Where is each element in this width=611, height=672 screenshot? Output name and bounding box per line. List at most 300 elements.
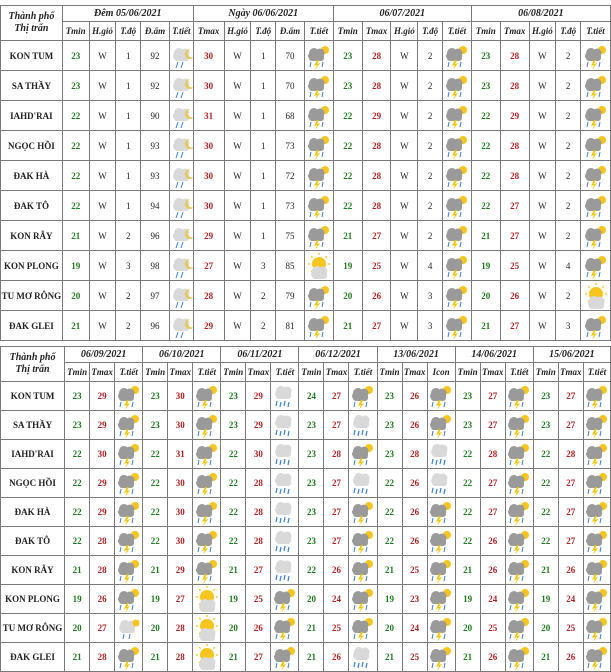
table-row: [1, 382, 611, 411]
weather-storm-icon: [194, 412, 220, 438]
weather-cell: [304, 71, 333, 101]
column-header: T.tiết: [583, 363, 610, 382]
weather-cell: [427, 556, 455, 585]
weather-storm-icon: [116, 412, 142, 438]
tmax-cell: 25: [402, 556, 427, 585]
am-cell: 75: [276, 221, 305, 251]
table-row: [1, 161, 611, 191]
am-cell: 85: [276, 251, 305, 281]
h-gio-cell: W: [529, 311, 556, 341]
tmin-cell: 22: [143, 440, 168, 469]
weather-cell: [115, 498, 143, 527]
weather-storm-icon: [583, 43, 609, 69]
h-gio-cell: W: [391, 101, 418, 131]
t-o-cell: 4: [418, 251, 443, 281]
weather-storm-icon: [444, 193, 470, 219]
weather-rain-icon: [350, 412, 376, 438]
h-gio-cell: W: [89, 221, 116, 251]
city-name: NGỌC HỒI: [1, 131, 63, 161]
weather-storm-icon: [506, 586, 532, 612]
weather-cell: [271, 643, 299, 672]
tmin-cell: 21: [333, 311, 362, 341]
weather-storm-icon: [272, 644, 298, 670]
am-cell: 96: [141, 311, 170, 341]
weather-storm-icon: [506, 499, 532, 525]
weather-cloudrain-icon: [116, 615, 142, 641]
weather-storm-icon: [444, 43, 470, 69]
tmax-cell: 27: [500, 221, 529, 251]
am-cell: 72: [276, 161, 305, 191]
city-name: KON PLONG: [1, 251, 63, 281]
tmax-cell: 26: [402, 411, 427, 440]
weather-storm-icon: [350, 586, 376, 612]
tmin-cell: 20: [143, 614, 168, 643]
weather-cell: [115, 527, 143, 556]
tmax-cell: 25: [402, 643, 427, 672]
tmax-cell: 30: [193, 131, 224, 161]
column-header: Tmin: [455, 363, 480, 382]
tmax-cell: 28: [500, 41, 529, 71]
weather-cell: [505, 527, 533, 556]
column-header: Tmax: [402, 363, 427, 382]
weather-night-icon: [170, 283, 193, 309]
tmin-cell: 22: [65, 527, 90, 556]
tmax-cell: 28: [500, 131, 529, 161]
weather-storm-icon: [306, 133, 332, 159]
tmax-cell: 29: [246, 382, 271, 411]
weather-cell: [505, 440, 533, 469]
forecast-table-2: [0, 346, 611, 672]
tmin-cell: 22: [62, 101, 89, 131]
weather-cell: [505, 643, 533, 672]
weather-storm-icon: [306, 43, 332, 69]
forecast-table-1-wrapper: [0, 5, 611, 341]
city-name: KON TUM: [1, 41, 63, 71]
tmin-cell: 22: [62, 191, 89, 221]
tmax-cell: 28: [90, 556, 115, 585]
am-cell: 92: [141, 41, 170, 71]
weather-night-icon: [170, 163, 193, 189]
t-o-cell: 2: [556, 221, 581, 251]
tmin-cell: 21: [455, 556, 480, 585]
column-header: Tmax: [193, 22, 224, 41]
table-row: [1, 191, 611, 221]
h-gio-cell: W: [529, 41, 556, 71]
weather-cell: [349, 469, 377, 498]
tmin-cell: 21: [62, 311, 89, 341]
tmax-cell: 27: [480, 469, 505, 498]
weather-storm-icon: [428, 412, 454, 438]
weather-night-icon: [170, 223, 193, 249]
t-o-cell: 1: [116, 41, 141, 71]
tmin-cell: 23: [299, 411, 324, 440]
tmax-cell: 27: [480, 498, 505, 527]
weather-cell: [193, 556, 221, 585]
tmin-cell: 23: [221, 411, 246, 440]
tmax-cell: 26: [402, 382, 427, 411]
weather-storm-icon: [306, 313, 332, 339]
weather-storm-icon: [583, 103, 609, 129]
day-header: 14/06/2021: [455, 347, 533, 363]
city-name: KON RẪY: [1, 556, 65, 585]
weather-cell: [505, 382, 533, 411]
h-gio-cell: W: [391, 311, 418, 341]
weather-cell: [583, 440, 610, 469]
weather-night-icon: [170, 103, 193, 129]
tmax-cell: 27: [90, 614, 115, 643]
weather-cell: [115, 643, 143, 672]
t-o-cell: 2: [251, 281, 276, 311]
table-row: [1, 498, 611, 527]
h-gio-cell: W: [529, 221, 556, 251]
h-gio-cell: W: [89, 41, 116, 71]
forecast-table-1: [0, 5, 611, 341]
tmin-cell: 23: [333, 71, 362, 101]
tmin-cell: 22: [455, 469, 480, 498]
weather-cell: [115, 585, 143, 614]
tmax-cell: 26: [246, 614, 271, 643]
weather-storm-icon: [116, 470, 142, 496]
weather-storm-icon: [506, 412, 532, 438]
tmin-cell: 20: [333, 281, 362, 311]
weather-cell: [581, 131, 611, 161]
weather-cell: [271, 614, 299, 643]
weather-rain-icon: [272, 412, 298, 438]
table-row: [1, 101, 611, 131]
tmin-cell: 22: [333, 131, 362, 161]
tmin-cell: 22: [471, 101, 500, 131]
weather-cell: [304, 221, 333, 251]
weather-rain-icon: [350, 644, 376, 670]
t-o-cell: 1: [116, 101, 141, 131]
weather-cell: [349, 643, 377, 672]
tmax-cell: 26: [480, 643, 505, 672]
weather-storm-icon: [584, 615, 610, 641]
weather-storm-icon: [116, 586, 142, 612]
t-o-cell: 2: [116, 311, 141, 341]
tmax-cell: 28: [480, 440, 505, 469]
t-o-cell: 2: [116, 221, 141, 251]
tmax-cell: 31: [193, 101, 224, 131]
weather-cell: [505, 585, 533, 614]
table-row: [1, 643, 611, 672]
tmax-cell: 28: [90, 643, 115, 672]
weather-night-icon: [170, 313, 193, 339]
city-name: KON PLONG: [1, 585, 65, 614]
h-gio-cell: W: [529, 161, 556, 191]
weather-storm-icon: [306, 103, 332, 129]
tmin-cell: 21: [221, 643, 246, 672]
forecast-table-2-wrapper: [0, 346, 611, 672]
weather-storm-icon: [194, 528, 220, 554]
column-header: Tmin: [299, 363, 324, 382]
city-header: Thành phố Thị trấn: [1, 6, 63, 41]
weather-cell: [271, 382, 299, 411]
tmin-cell: 21: [533, 556, 558, 585]
weather-storm-icon: [506, 615, 532, 641]
table-row: [1, 556, 611, 585]
tmax-cell: 27: [558, 382, 583, 411]
tmin-cell: 22: [455, 527, 480, 556]
weather-storm-icon: [194, 470, 220, 496]
weather-rain-icon: [272, 499, 298, 525]
tmax-cell: 26: [324, 643, 349, 672]
tmin-cell: 23: [143, 382, 168, 411]
tmax-cell: 30: [193, 191, 224, 221]
tmin-cell: 23: [533, 411, 558, 440]
column-header: T.tiết: [115, 363, 143, 382]
weather-cell: [115, 411, 143, 440]
t-o-cell: 2: [418, 41, 443, 71]
t-o-cell: 2: [418, 71, 443, 101]
weather-storm-icon: [584, 557, 610, 583]
am-cell: 93: [141, 131, 170, 161]
table-row: [1, 41, 611, 71]
tmax-cell: 30: [168, 498, 193, 527]
h-gio-cell: W: [391, 221, 418, 251]
tmax-cell: 26: [480, 556, 505, 585]
weather-storm-icon: [584, 499, 610, 525]
weather-storm-icon: [272, 586, 298, 612]
tmax-cell: 28: [500, 71, 529, 101]
tmax-cell: 30: [168, 469, 193, 498]
t-o-cell: 1: [251, 41, 276, 71]
weather-cell: [169, 311, 193, 341]
t-o-cell: 1: [251, 161, 276, 191]
column-header: Tmin: [333, 22, 362, 41]
weather-storm-icon: [444, 103, 470, 129]
t-o-cell: 4: [556, 251, 581, 281]
tmin-cell: 19: [455, 585, 480, 614]
tmin-cell: 23: [471, 41, 500, 71]
day-header: Đêm 05/06/2021: [62, 6, 193, 22]
tmin-cell: 22: [455, 498, 480, 527]
t-o-cell: 1: [116, 191, 141, 221]
tmax-cell: 25: [558, 614, 583, 643]
column-header: Tmax: [362, 22, 391, 41]
weather-cell: [581, 251, 611, 281]
tmin-cell: 19: [377, 585, 402, 614]
column-header: Đ.ẩm: [276, 22, 305, 41]
am-cell: 70: [276, 41, 305, 71]
weather-cell: [349, 527, 377, 556]
tmin-cell: 23: [62, 41, 89, 71]
weather-rain-icon: [272, 557, 298, 583]
am-cell: 79: [276, 281, 305, 311]
tmax-cell: 26: [500, 281, 529, 311]
h-gio-cell: W: [224, 101, 251, 131]
weather-cell: [169, 161, 193, 191]
tmin-cell: 22: [143, 498, 168, 527]
tmax-cell: 24: [402, 614, 427, 643]
tmin-cell: 22: [143, 527, 168, 556]
t-o-cell: 1: [116, 161, 141, 191]
h-gio-cell: W: [89, 251, 116, 281]
tmin-cell: 22: [221, 498, 246, 527]
column-header: T.tiết: [442, 22, 471, 41]
weather-storm-icon: [350, 441, 376, 467]
weather-cell: [271, 440, 299, 469]
tmin-cell: 23: [221, 382, 246, 411]
weather-storm-icon: [194, 441, 220, 467]
am-cell: 97: [141, 281, 170, 311]
column-header: Tmax: [500, 22, 529, 41]
tmin-cell: 22: [65, 498, 90, 527]
day-header: Ngày 06/06/2021: [193, 6, 333, 22]
tmax-cell: 27: [193, 251, 224, 281]
tmax-cell: 28: [362, 191, 391, 221]
tmin-cell: 22: [221, 527, 246, 556]
tmax-cell: 27: [500, 191, 529, 221]
weather-cell: [442, 191, 471, 221]
weather-storm-icon: [428, 557, 454, 583]
weather-cell: [581, 281, 611, 311]
weather-storm-icon: [444, 313, 470, 339]
weather-cell: [581, 71, 611, 101]
tmax-cell: 29: [193, 221, 224, 251]
tmin-cell: 20: [62, 281, 89, 311]
t-o-cell: 1: [251, 131, 276, 161]
weather-night-icon: [170, 193, 193, 219]
weather-cell: [427, 440, 455, 469]
weather-storm-icon: [584, 383, 610, 409]
tmin-cell: 23: [299, 498, 324, 527]
weather-cell: [505, 411, 533, 440]
tmax-cell: 27: [558, 411, 583, 440]
city-name: ĐAK TÔ: [1, 191, 63, 221]
weather-storm-icon: [444, 283, 470, 309]
weather-storm-icon: [350, 499, 376, 525]
column-header: T.độ: [251, 22, 276, 41]
weather-cell: [442, 41, 471, 71]
city-name: NGỌC HỒI: [1, 469, 65, 498]
h-gio-cell: W: [529, 191, 556, 221]
t-o-cell: 2: [418, 131, 443, 161]
tmax-cell: 27: [324, 527, 349, 556]
weather-cell: [193, 585, 221, 614]
h-gio-cell: W: [391, 251, 418, 281]
tmax-cell: 27: [480, 382, 505, 411]
weather-storm-icon: [306, 193, 332, 219]
weather-cell: [115, 440, 143, 469]
day-header: 06/07/2021: [333, 6, 471, 22]
tmin-cell: 23: [533, 382, 558, 411]
h-gio-cell: W: [391, 41, 418, 71]
city-name: TU MƠ RÔNG: [1, 614, 65, 643]
tmax-cell: 26: [324, 556, 349, 585]
t-o-cell: 2: [251, 311, 276, 341]
weather-cell: [581, 101, 611, 131]
tmax-cell: 29: [246, 411, 271, 440]
h-gio-cell: W: [391, 71, 418, 101]
tmax-cell: 30: [90, 440, 115, 469]
column-header: Icon: [427, 363, 455, 382]
tmin-cell: 23: [299, 527, 324, 556]
tmin-cell: 21: [471, 311, 500, 341]
tmax-cell: 26: [402, 469, 427, 498]
tmin-cell: 20: [455, 614, 480, 643]
tmin-cell: 22: [533, 440, 558, 469]
weather-cell: [581, 221, 611, 251]
weather-cell: [271, 498, 299, 527]
table-row: [1, 251, 611, 281]
column-header: T.tiết: [349, 363, 377, 382]
table-row: [1, 469, 611, 498]
am-cell: 90: [141, 101, 170, 131]
column-header: Tmin: [65, 363, 90, 382]
weather-storm-icon: [444, 223, 470, 249]
h-gio-cell: W: [391, 131, 418, 161]
t-o-cell: 2: [556, 281, 581, 311]
weather-storm-icon: [428, 383, 454, 409]
h-gio-cell: W: [89, 281, 116, 311]
t-o-cell: 2: [556, 101, 581, 131]
weather-storm-icon: [584, 586, 610, 612]
tmax-cell: 23: [402, 585, 427, 614]
weather-storm-icon: [116, 499, 142, 525]
weather-cell: [581, 311, 611, 341]
tmax-cell: 30: [168, 382, 193, 411]
t-o-cell: 3: [556, 311, 581, 341]
tmax-cell: 25: [362, 251, 391, 281]
tmin-cell: 22: [333, 101, 362, 131]
am-cell: 81: [276, 311, 305, 341]
column-header: T.tiết: [193, 363, 221, 382]
tmin-cell: 22: [471, 161, 500, 191]
tmin-cell: 22: [471, 191, 500, 221]
am-cell: 92: [141, 71, 170, 101]
weather-sunny-icon: [194, 644, 220, 670]
tmin-cell: 19: [533, 585, 558, 614]
tmin-cell: 22: [65, 440, 90, 469]
weather-cell: [505, 498, 533, 527]
tmin-cell: 21: [377, 643, 402, 672]
h-gio-cell: W: [529, 71, 556, 101]
column-header: Tmax: [480, 363, 505, 382]
t-o-cell: 2: [556, 41, 581, 71]
tmin-cell: 22: [471, 131, 500, 161]
tmin-cell: 22: [377, 469, 402, 498]
tmin-cell: 19: [221, 585, 246, 614]
tmin-cell: 23: [62, 71, 89, 101]
t-o-cell: 2: [418, 101, 443, 131]
tmax-cell: 26: [480, 527, 505, 556]
weather-cell: [304, 311, 333, 341]
h-gio-cell: W: [224, 251, 251, 281]
tmax-cell: 27: [246, 643, 271, 672]
weather-storm-icon: [583, 133, 609, 159]
weather-cell: [271, 556, 299, 585]
column-header: T.tiết: [505, 363, 533, 382]
weather-cell: [115, 556, 143, 585]
column-header: Đ.ẩm: [141, 22, 170, 41]
tmax-cell: 31: [168, 440, 193, 469]
am-cell: 93: [141, 161, 170, 191]
tmin-cell: 22: [221, 440, 246, 469]
h-gio-cell: W: [529, 101, 556, 131]
weather-cell: [427, 469, 455, 498]
table-row: [1, 614, 611, 643]
weather-storm-icon: [428, 528, 454, 554]
weather-rain-icon: [272, 528, 298, 554]
t-o-cell: 1: [251, 71, 276, 101]
tmax-cell: 28: [168, 643, 193, 672]
tmin-cell: 20: [221, 614, 246, 643]
t-o-cell: 2: [418, 191, 443, 221]
table-row: [1, 281, 611, 311]
day-header: 15/06/2021: [533, 347, 610, 363]
t-o-cell: 3: [251, 251, 276, 281]
